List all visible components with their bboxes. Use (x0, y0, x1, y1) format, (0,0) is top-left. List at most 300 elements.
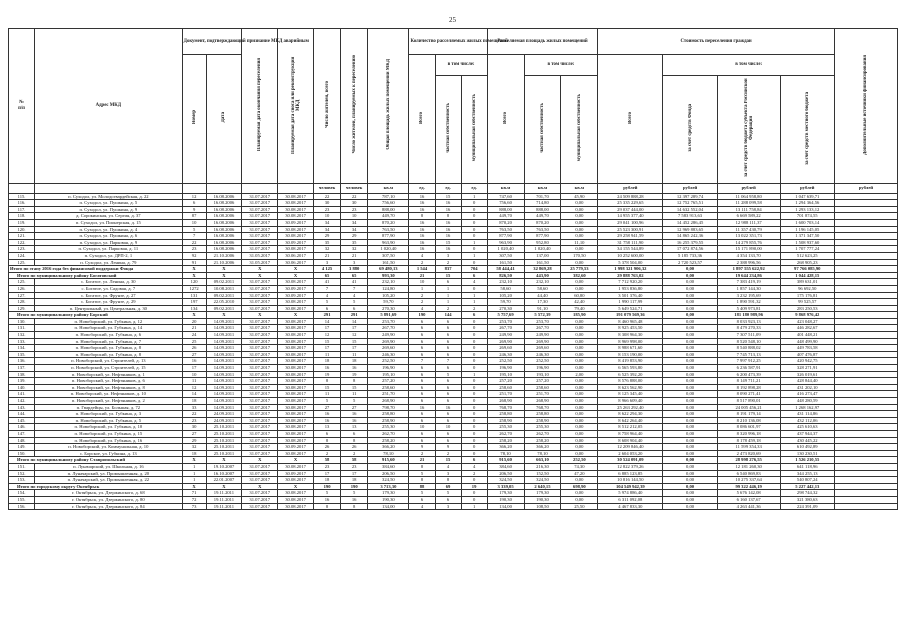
row-cell: 22 (313, 193, 340, 200)
row-cell: 0,00 (561, 332, 598, 339)
row-cell: 23 (182, 417, 206, 424)
row-cell: 253,70 (487, 318, 524, 325)
header-rooms-municipal-text: муниципальная собственность (471, 94, 477, 162)
row-cell (834, 437, 897, 444)
row-cell: 30.08.2017 (278, 279, 314, 286)
header-cost-group: Стоимость переселения граждан (598, 29, 835, 55)
row-cell: 232,10 (524, 279, 561, 286)
row-number: 127. (9, 292, 35, 299)
resettlement-register-table (8, 28, 898, 510)
row-cell: 6 (435, 338, 461, 345)
row-cell: 768,70 (487, 404, 524, 411)
row-number: 148. (9, 437, 35, 444)
row-cell: 16 (435, 233, 461, 240)
row-cell: 448 280,59 (780, 398, 834, 405)
row-cell: 8 125 345,40 (598, 391, 663, 398)
row-cell: 0,00 (561, 417, 598, 424)
row-cell: 134,00 (487, 503, 524, 510)
row-cell: 10 (409, 424, 435, 431)
total-cell: 99 322 446,19 (717, 483, 780, 490)
row-cell: 12 752 765,51 (663, 200, 717, 207)
row-cell: 13 111 758,84 (717, 206, 780, 213)
total-cell: X (278, 483, 314, 490)
header-doc-number-text: Номер (191, 110, 197, 125)
row-cell: 0,00 (663, 279, 717, 286)
row-cell: 267,70 (368, 325, 409, 332)
header-area-private (524, 76, 561, 184)
row-cell: 11,10 (561, 239, 598, 246)
row-cell: 30.08.2017 (278, 404, 314, 411)
row-cell: 190,30 (487, 496, 524, 503)
row-cell: 232,10 (368, 279, 409, 286)
table-row (9, 417, 898, 424)
row-cell: 58,60 (487, 285, 524, 292)
row-cell: 6 (435, 318, 461, 325)
row-cell: 0 (461, 411, 487, 418)
row-cell: 31.07.2017 (242, 398, 278, 405)
row-cell: 258,20 (524, 437, 561, 444)
row-cell: 4 (461, 463, 487, 470)
row-cell: 877,90 (487, 233, 524, 240)
row-cell: 30.08.2017 (278, 200, 314, 207)
row-cell: 14 (182, 391, 206, 398)
total-cell: X (278, 312, 314, 319)
row-cell: 1 990 117,99 (598, 299, 663, 306)
row-cell: 1 268 162,97 (780, 404, 834, 411)
row-cell: 6 (409, 496, 435, 503)
row-cell: 16.08.2006 (206, 239, 242, 246)
row-cell: 384,60 (487, 463, 524, 470)
row-cell: 255,30 (368, 424, 409, 431)
header-area-incl: в том числе: (524, 55, 598, 76)
row-cell: 5 (313, 299, 340, 306)
row-cell (834, 338, 897, 345)
total-cell: 291 (313, 312, 340, 319)
row-cell: 30.08.2017 (278, 384, 314, 391)
row-cell: 1272 (182, 285, 206, 292)
row-cell: 298 744,32 (780, 490, 834, 497)
total-cell: 21 (409, 457, 435, 464)
row-cell: 31.07.2017 (242, 411, 278, 418)
row-cell: 31.07.2017 (242, 503, 278, 510)
row-address: п. Новоборский, ул. Губкина, д. 3 (35, 411, 183, 418)
row-cell: 269,90 (524, 338, 561, 345)
row-cell: 14.09.2011 (206, 358, 242, 365)
row-cell: 161,50 (487, 259, 524, 266)
row-cell: 19.11.2011 (206, 490, 242, 497)
row-cell: 16 (341, 496, 368, 503)
row-cell: 14.09.2011 (206, 345, 242, 352)
row-cell: 31.07.2017 (242, 463, 278, 470)
row-cell: 14 (341, 318, 368, 325)
row-cell: 446 282,67 (780, 325, 834, 332)
row-cell: 45,90 (561, 193, 598, 200)
row-cell: 1 (461, 503, 487, 510)
row-cell: 0 (461, 351, 487, 358)
row-address: п. Новоборский, ул. Губкина, д. 7 (35, 338, 183, 345)
row-cell: 0,00 (561, 213, 598, 220)
header-cost-local (780, 76, 834, 184)
unit-cell: кв.м (368, 183, 409, 193)
row-cell: 6 (409, 338, 435, 345)
header-rooms-total (409, 55, 435, 184)
row-number: 134. (9, 345, 35, 352)
header-rooms-incl: в том числе: (435, 55, 487, 76)
row-cell: 4 (313, 292, 340, 299)
row-cell: 0,00 (561, 398, 598, 405)
row-cell: 8 308 964,30 (598, 332, 663, 339)
row-cell: 30.08.2017 (278, 378, 314, 385)
row-cell: 6 (409, 384, 435, 391)
row-cell: 366,20 (487, 444, 524, 451)
row-cell: 74,30 (561, 463, 598, 470)
row-cell: 21 (313, 252, 340, 259)
unit-cell: кв.м (561, 183, 598, 193)
total-cell: X (206, 312, 242, 319)
row-cell: 16 (409, 219, 435, 226)
row-cell: 251,70 (368, 391, 409, 398)
total-cell: X (206, 457, 242, 464)
row-cell: 32 (341, 246, 368, 253)
total-cell: 190 (409, 312, 435, 319)
row-address: п. Новоборский, ул. Губкина, д. 10 (35, 424, 183, 431)
row-cell: 1 (182, 470, 206, 477)
row-cell: 0,00 (663, 470, 717, 477)
row-cell: 0,00 (663, 338, 717, 345)
row-address: п. Гвардейцы, ул. Большая, д. 72 (35, 404, 183, 411)
total-cell: 0,00 (663, 457, 717, 464)
table-row (9, 351, 898, 358)
row-cell: 6 (435, 496, 461, 503)
row-address: п. Новоборский, ул. Нефтяников, д. 2 (35, 398, 183, 405)
total-cell: 58 (313, 457, 340, 464)
header-document: Документ, подтверждающий признание МКД аварийным (182, 29, 242, 55)
row-cell (834, 417, 897, 424)
row-cell: 29 (182, 437, 206, 444)
row-cell: 58,60 (524, 285, 561, 292)
total-cell: 837 (435, 266, 461, 273)
row-cell: 195,10 (487, 371, 524, 378)
row-cell: 8 (341, 378, 368, 385)
total-cell: 5 757,69 (487, 312, 524, 319)
row-cell: 0,00 (663, 430, 717, 437)
row-address: п. Суходол, ул. Ленина, д. 79 (35, 259, 183, 266)
row-cell: 31.07.2017 (242, 213, 278, 220)
row-number: 144. (9, 411, 35, 418)
row-number: 154. (9, 490, 35, 497)
row-cell: 25 335 229,65 (598, 200, 663, 207)
row-cell: 8 520 548,10 (717, 338, 780, 345)
row-cell: 22 (182, 239, 206, 246)
row-cell: 407 476,87 (780, 351, 834, 358)
total-cell: 30 524 091,09 (598, 457, 663, 464)
row-cell: 8 033 923,13 (717, 318, 780, 325)
row-cell: 31.07.2017 (242, 470, 278, 477)
total-cell: X (242, 312, 278, 319)
row-cell: 16.08.2006 (206, 206, 242, 213)
row-address: п. Новоборский, ул. Нефтяников, д. 1 (35, 371, 183, 378)
row-cell: 252,50 (524, 358, 561, 365)
row-address: п. Новоборский, ул. Нефтяников, д. 6 (35, 378, 183, 385)
row-address: п. Новоборский, ул. Нефтяников, д. 10 (35, 391, 183, 398)
row-cell: 701,70 (524, 193, 561, 200)
row-cell: 27 (182, 351, 206, 358)
row-cell: 4 354 133,70 (717, 252, 780, 259)
row-cell: 5 409 973,81 (717, 305, 780, 312)
row-cell: 31.07.2017 (242, 351, 278, 358)
row-number: 132. (9, 332, 35, 339)
row-cell: 130 230,51 (780, 450, 834, 457)
row-cell: 268,90 (524, 398, 561, 405)
row-cell: 31.07.2017 (242, 226, 278, 233)
row-number: 156. (9, 503, 35, 510)
row-cell: 798,70 (368, 404, 409, 411)
row-cell: 14 279 855,76 (717, 239, 780, 246)
row-cell: 430 445,22 (780, 437, 834, 444)
row-cell: 870,20 (487, 219, 524, 226)
row-cell: 1 293 133,12 (780, 206, 834, 213)
row-cell: 34 (341, 226, 368, 233)
row-address: п. Новоборский, ул. Губкина, д. 6 (35, 332, 183, 339)
row-cell: 14 632 552,04 (663, 206, 717, 213)
row-cell: 5 (182, 226, 206, 233)
row-cell: 29 037 444,00 (598, 206, 663, 213)
total-cell: X (182, 266, 206, 273)
row-cell (834, 206, 897, 213)
row-cell: 10 (341, 213, 368, 220)
row-cell: 13 022 351,73 (717, 233, 780, 240)
row-cell (834, 193, 897, 200)
row-number: 133. (9, 338, 35, 345)
table-row (9, 411, 898, 418)
row-cell: 4 (461, 279, 487, 286)
row-cell: 14.09.2011 (206, 404, 242, 411)
row-cell: 0,00 (663, 417, 717, 424)
row-cell: 30.08.2017 (278, 391, 314, 398)
row-cell: 31.07.2017 (242, 391, 278, 398)
row-cell: 0 (461, 365, 487, 372)
row-cell: 0 (461, 424, 487, 431)
row-cell: 756,60 (487, 200, 524, 207)
row-address: с. Богатое, ул. Ленина, д. 30 (35, 279, 183, 286)
row-cell: 3 (435, 252, 461, 259)
row-cell: 7 (435, 358, 461, 365)
total-cell: 6 (461, 312, 487, 319)
row-cell: 3 (313, 259, 340, 266)
row-cell: 24.09.2011 (206, 417, 242, 424)
row-cell: 6 (435, 325, 461, 332)
row-cell: 6 (435, 365, 461, 372)
row-cell: 16 (409, 193, 435, 200)
row-cell: 12 (182, 384, 206, 391)
row-cell: 1 (461, 193, 487, 200)
row-cell: 14.09.2011 (206, 384, 242, 391)
row-number: 124. (9, 252, 35, 259)
row-cell: 3 501 376,40 (598, 292, 663, 299)
row-cell: 14.09.2011 (206, 365, 242, 372)
row-cell: 31.07.2017 (242, 285, 278, 292)
row-cell: 30.08.2017 (278, 398, 314, 405)
row-cell: 11 288 099,58 (717, 200, 780, 207)
row-cell: 321 380,63 (780, 496, 834, 503)
row-address: п. Новоборский, ул. Губкина, д. 12 (35, 318, 183, 325)
unit-cell (242, 183, 278, 193)
row-cell: 5 (341, 490, 368, 497)
table-row (9, 200, 898, 207)
header-residents-planned (341, 29, 368, 184)
row-cell: 30.08.2017 (278, 193, 314, 200)
row-cell: 24 (182, 332, 206, 339)
table-row (9, 345, 898, 352)
header-area-municipal (561, 76, 598, 184)
row-cell: 6 (313, 305, 340, 312)
row-cell: 253,70 (368, 318, 409, 325)
row-cell: 25 523 300,91 (598, 226, 663, 233)
row-cell: 21.10.2006 (206, 259, 242, 266)
row-cell: 09.02.2011 (206, 305, 242, 312)
total-cell: 698,90 (561, 483, 598, 490)
row-cell: 6 (409, 351, 435, 358)
row-cell: 1 (409, 285, 435, 292)
row-cell: 0,00 (561, 358, 598, 365)
row-address: п. Суходол, ул. ДРП-2, 1 (35, 252, 183, 259)
row-cell: 0 (461, 219, 487, 226)
row-cell: 31.07.2017 (242, 345, 278, 352)
row-cell: 30.08.2017 (278, 358, 314, 365)
row-cell: 255,30 (487, 424, 524, 431)
row-cell: 31.07.2017 (242, 338, 278, 345)
row-cell: 35 (341, 239, 368, 246)
row-cell: 1 (182, 477, 206, 484)
row-address: п. Новоборский, ул. Строителей, д. 13 (35, 358, 183, 365)
row-cell: 0,00 (561, 450, 598, 457)
table-row (9, 213, 898, 220)
row-cell (834, 299, 897, 306)
row-cell: 196,90 (524, 365, 561, 372)
row-cell: 16 (435, 219, 461, 226)
row-cell: 31.07.2017 (242, 378, 278, 385)
row-cell: 5 974 886,40 (598, 490, 663, 497)
row-cell: 30.06.2017 (278, 252, 314, 259)
row-cell: 258,90 (487, 417, 524, 424)
row-cell: 17 (341, 470, 368, 477)
row-cell: 14.09.2011 (206, 391, 242, 398)
row-cell: 30.08.2017 (278, 246, 314, 253)
row-cell: 0 (461, 358, 487, 365)
total-cell: 3 339,05 (487, 483, 524, 490)
row-cell: 0,00 (561, 437, 598, 444)
row-cell: 105,20 (487, 292, 524, 299)
row-cell: 269,90 (487, 338, 524, 345)
row-cell: 2 (409, 299, 435, 306)
row-cell: 78,10 (368, 450, 409, 457)
row-cell: 30.08.2017 (278, 351, 314, 358)
row-cell: 16 (341, 417, 368, 424)
row-cell: 8 (313, 503, 340, 510)
table-row (9, 496, 898, 503)
row-cell: 4 467 833,30 (598, 503, 663, 510)
row-cell: 179,30 (524, 490, 561, 497)
total-cell: 19 644 234,86 (717, 272, 780, 279)
row-cell: 206,50 (487, 470, 524, 477)
row-number: 126. (9, 285, 35, 292)
row-cell: 0,00 (663, 391, 717, 398)
row-cell: 246,30 (524, 351, 561, 358)
row-cell: 78,10 (524, 450, 561, 457)
table-row (9, 463, 898, 470)
row-cell: 21.10.2006 (206, 252, 242, 259)
header-area-total (487, 55, 524, 184)
total-cell: 15 (435, 457, 461, 464)
row-cell: 30.08.2017 (278, 332, 314, 339)
total-cell: 382,60 (561, 272, 598, 279)
unit-cell: рублей (663, 183, 717, 193)
row-cell: 8 210 136,08 (717, 417, 780, 424)
unit-cell: рублей (780, 183, 834, 193)
row-cell: 71 (182, 490, 206, 497)
row-cell: 0,00 (561, 404, 598, 411)
row-cell: 27 (313, 404, 340, 411)
row-number: 143. (9, 404, 35, 411)
unit-cell: ед. (409, 183, 435, 193)
row-cell: 42,40 (561, 299, 598, 306)
row-cell: 15 171 890,00 (717, 246, 780, 253)
row-cell (834, 378, 897, 385)
table-row (9, 477, 898, 484)
table-row (9, 404, 898, 411)
district-total-row (9, 483, 898, 490)
row-cell: 6 (435, 417, 461, 424)
row-number: 131. (9, 325, 35, 332)
row-cell: 2 (461, 470, 487, 477)
total-cell: 185,90 (561, 312, 598, 319)
row-cell: 963,90 (487, 239, 524, 246)
row-cell: 267,70 (487, 325, 524, 332)
row-address: п. Суходол, ул. Пушкина, д. 9 (35, 206, 183, 213)
row-cell: 4 (409, 305, 435, 312)
row-cell: 27 (341, 404, 368, 411)
row-cell: 16 (409, 233, 435, 240)
row-cell: 22.05.2010 (206, 299, 242, 306)
row-cell: 270,30 (487, 305, 524, 312)
row-cell: 124,80 (368, 285, 409, 292)
row-cell: 8 925 453,50 (598, 325, 663, 332)
row-cell: 0 (461, 430, 487, 437)
row-cell: 15 (341, 338, 368, 345)
row-number: 153. (9, 477, 35, 484)
row-cell: 384,60 (368, 463, 409, 470)
row-cell: 714,80 (524, 200, 561, 207)
row-cell: 8 576 888,00 (598, 378, 663, 385)
header-planned-end-text: Планируемая дата окончания переселения (257, 57, 263, 152)
row-cell: 246,30 (368, 351, 409, 358)
row-cell: 6 (409, 325, 435, 332)
row-cell: 31.07.2017 (242, 292, 278, 299)
row-cell: 23 (313, 206, 340, 213)
row-cell (834, 496, 897, 503)
row-cell: 269,60 (524, 345, 561, 352)
row-cell: 0,00 (663, 437, 717, 444)
total-cell: 5 572,39 (524, 312, 561, 319)
row-cell: 30.08.2017 (278, 430, 314, 437)
row-cell: 258,90 (524, 417, 561, 424)
row-cell: 0 (461, 378, 487, 385)
row-cell: 79,40 (561, 305, 598, 312)
row-number: 128. (9, 299, 35, 306)
row-cell: 47,20 (561, 470, 598, 477)
row-cell: 196,90 (487, 365, 524, 372)
row-cell: 1 047 639,71 (780, 193, 834, 200)
